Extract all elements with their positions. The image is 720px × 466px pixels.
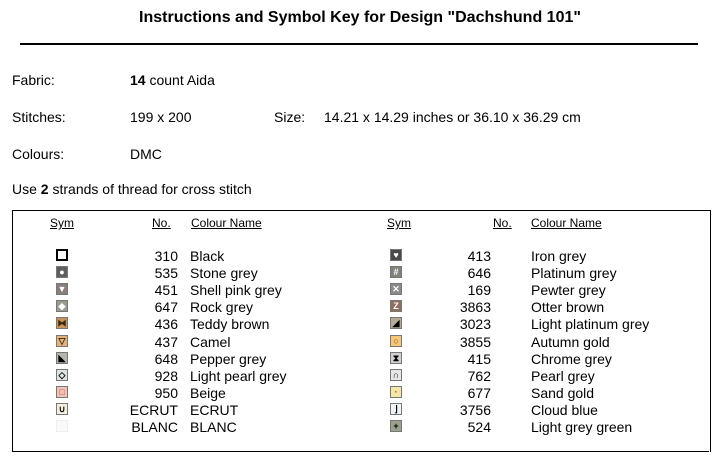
size-label: Size:	[274, 109, 306, 125]
colour-number: 310	[154, 248, 178, 264]
colour-name: ECRUT	[190, 401, 239, 418]
header-sym-right: Sym	[387, 216, 411, 230]
stitches-label: Stitches:	[12, 109, 66, 125]
table-bottom-rule	[12, 451, 709, 452]
colour-name: Cloud blue	[531, 401, 598, 418]
triangle-outline-icon: ▽	[56, 335, 68, 347]
header-no-right: No.	[493, 216, 512, 230]
table-row	[0, 316, 720, 333]
colour-number: 646	[467, 265, 491, 282]
corner-triangle-icon: ◢	[390, 317, 402, 329]
diamond-outline-icon: ◇	[56, 369, 68, 381]
square-icon: □	[56, 386, 68, 398]
colour-number: 648	[154, 350, 178, 367]
table-row	[0, 402, 720, 419]
colour-name: Stone grey	[190, 265, 258, 282]
page-title: Instructions and Symbol Key for Design "Dachshund 101"	[139, 9, 581, 26]
colour-number: 413	[467, 248, 491, 264]
table-row	[0, 351, 720, 368]
title-underline	[20, 43, 698, 45]
colour-number: 3855	[459, 333, 491, 350]
colour-name: Pepper grey	[190, 350, 267, 367]
table-row	[0, 248, 720, 265]
fabric-label: Fabric:	[12, 72, 55, 88]
table-row	[0, 334, 720, 351]
colour-name: Chrome grey	[531, 350, 612, 367]
colour-number: 436	[154, 316, 178, 333]
colour-name: Iron grey	[531, 248, 587, 264]
stitches-value: 199 x 200	[130, 109, 192, 125]
header-name-left: Colour Name	[191, 216, 262, 230]
colour-name: Camel	[190, 333, 231, 350]
colour-name: Beige	[190, 384, 226, 401]
colour-number: 535	[154, 265, 178, 282]
heart-icon: ♥	[390, 249, 402, 261]
colour-number: 415	[467, 350, 491, 367]
colour-name: Light platinum grey	[531, 316, 650, 333]
colour-name: Platinum grey	[531, 265, 617, 282]
strands-pre: Use	[12, 181, 37, 197]
size-value: 14.21 x 14.29 inches or 36.10 x 36.29 cm	[324, 109, 581, 125]
colour-name: Rock grey	[190, 299, 254, 316]
colour-name: Otter brown	[531, 299, 605, 316]
corner-triangle-icon: ◣	[56, 352, 68, 364]
colour-number: 928	[154, 367, 178, 384]
table-row	[0, 299, 720, 316]
colour-number: 451	[154, 282, 178, 299]
table-row	[0, 385, 720, 402]
table-row	[0, 282, 720, 299]
table-row	[0, 419, 720, 436]
hourglass-icon: ⧗	[390, 352, 402, 364]
circle-icon: ●	[56, 266, 68, 278]
hash-icon: #	[390, 266, 402, 278]
header-sym-left: Sym	[50, 216, 74, 230]
colour-name: Light pearl grey	[190, 367, 287, 384]
colour-name: Black	[190, 248, 225, 264]
circle-outline-icon: ○	[390, 335, 402, 347]
colour-name: BLANC	[190, 419, 237, 435]
cross-icon: ✕	[390, 283, 402, 295]
corner-bracket-icon: ⌋	[390, 403, 402, 415]
colours-label: Colours:	[12, 146, 65, 162]
colour-name: Light grey green	[531, 419, 633, 435]
colour-number: BLANC	[131, 419, 178, 435]
table-row	[0, 265, 720, 282]
colour-number: 647	[154, 299, 178, 316]
diamond-icon: ◆	[56, 300, 68, 312]
strands-count: 2	[40, 181, 49, 197]
colour-number: 762	[467, 367, 491, 384]
colour-name: Shell pink grey	[190, 282, 282, 299]
bowtie-icon: ⧓	[57, 318, 67, 329]
colour-number: 3863	[459, 299, 491, 316]
colour-number: 524	[467, 419, 491, 435]
table-row	[0, 368, 720, 385]
triangle-down-icon: ▼	[57, 284, 67, 295]
colour-name: Teddy brown	[190, 316, 270, 333]
colour-name: Autumn gold	[531, 333, 610, 350]
plus-icon: +	[390, 420, 402, 432]
colour-number: 3756	[459, 401, 491, 418]
colour-number: 437	[154, 333, 178, 350]
colour-name: Pewter grey	[531, 282, 606, 299]
colour-number: 169	[467, 282, 491, 299]
colour-name: Pearl grey	[531, 367, 595, 384]
header-no-left: No.	[152, 216, 171, 230]
colour-number: 677	[467, 384, 491, 401]
strands-post: strands of thread for cross stitch	[52, 181, 252, 197]
fabric-type: count Aida	[149, 72, 215, 88]
colour-number: ECRUT	[129, 401, 178, 418]
z-icon: Z	[390, 300, 402, 312]
colour-number: 3023	[459, 316, 491, 333]
fabric-value	[130, 72, 215, 88]
dot-icon: ·	[390, 386, 402, 398]
fabric-count: 14	[130, 72, 146, 88]
cup-icon: ∪	[56, 403, 68, 415]
colour-number: 950	[154, 384, 178, 401]
strands-instruction	[12, 181, 252, 197]
header-name-right: Colour Name	[531, 216, 602, 230]
colour-name: Sand gold	[531, 384, 595, 401]
colours-value: DMC	[130, 146, 162, 162]
arch-icon: ∩	[390, 369, 402, 381]
